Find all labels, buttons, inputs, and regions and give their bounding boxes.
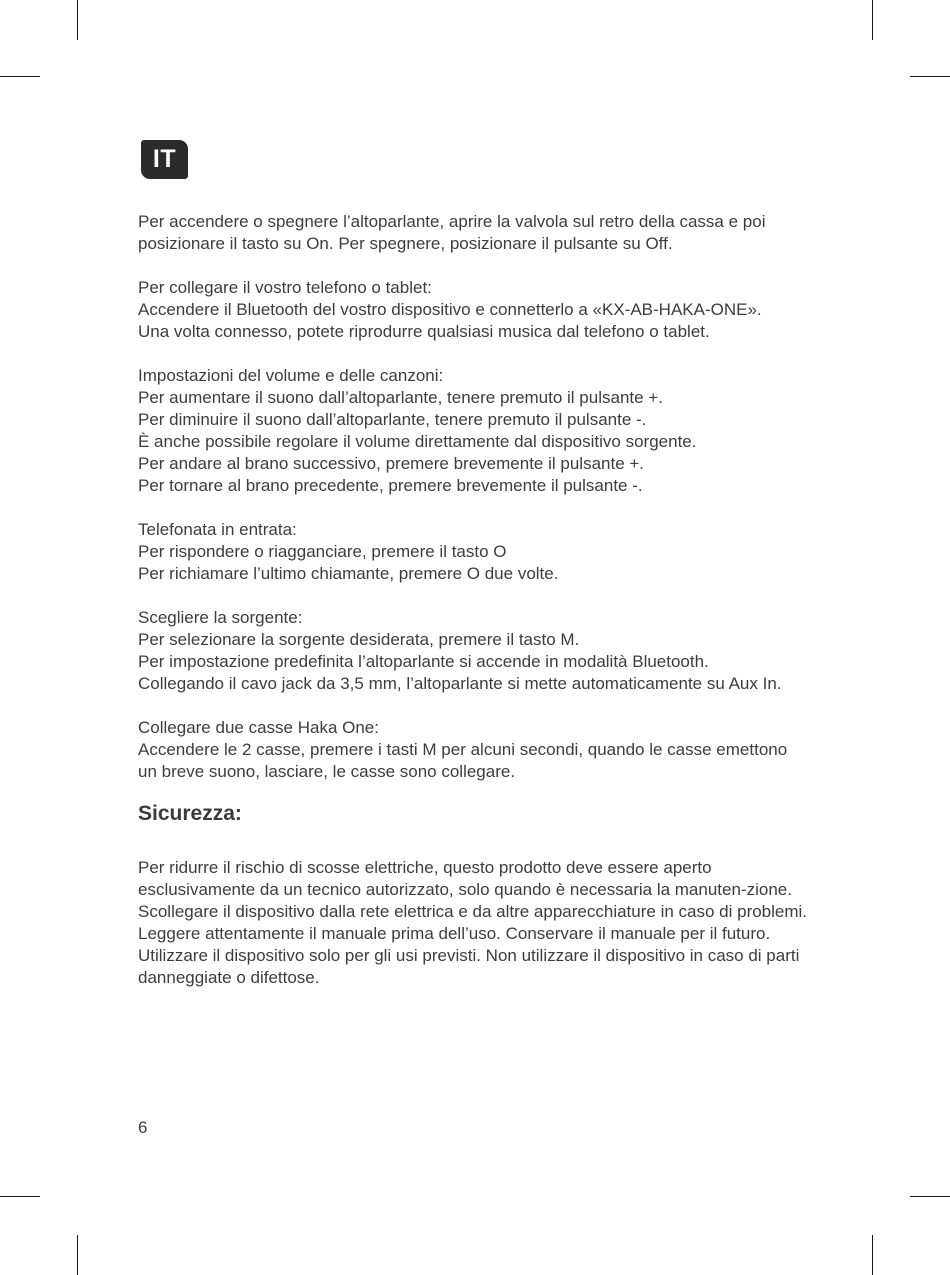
text-line: Scollegare il dispositivo dalla rete elettrica e da altre apparecchiature in caso di problemi. bbox=[138, 902, 808, 921]
safety-instructions bbox=[138, 857, 810, 989]
text-line: Per accendere o spegnere l’altoparlante, aprire la valvola sul retro della cassa e poi posizionare il tasto su On. Per spegnere, posizionare il pulsante su Off. bbox=[138, 212, 766, 253]
crop-mark-top-right-horizontal bbox=[910, 76, 950, 77]
section-title: Per collegare il vostro telefono o tablet: bbox=[138, 278, 432, 297]
section-title: Scegliere la sorgente: bbox=[138, 608, 303, 627]
bluetooth-pairing-instructions bbox=[138, 277, 810, 343]
text-line: Accendere il Bluetooth del vostro dispositivo e connetterlo a «KX-AB-HAKA-ONE». bbox=[138, 300, 762, 319]
text-line: Per aumentare il suono dall’altoparlante, tenere premuto il pulsante +. bbox=[138, 388, 663, 407]
text-line: Utilizzare il dispositivo solo per gli usi previsti. Non utilizzare il dispositivo in caso di parti danneggiate o difettose. bbox=[138, 946, 800, 987]
crop-mark-bottom-right-vertical bbox=[872, 1235, 873, 1275]
text-line: Collegando il cavo jack da 3,5 mm, l’altoparlante si mette automaticamente su Aux In. bbox=[138, 674, 782, 693]
text-line: Per andare al brano successivo, premere brevemente il pulsante +. bbox=[138, 454, 645, 473]
pair-two-speakers-instructions bbox=[138, 717, 810, 783]
text-line: Per impostazione predefinita l’altoparlante si accende in modalità Bluetooth. bbox=[138, 652, 709, 671]
crop-mark-bottom-left-horizontal bbox=[0, 1196, 40, 1197]
volume-instructions bbox=[138, 365, 810, 497]
crop-mark-top-left-vertical bbox=[77, 0, 78, 40]
source-selection-instructions bbox=[138, 607, 810, 695]
section-title: Telefonata in entrata: bbox=[138, 520, 297, 539]
power-instructions bbox=[138, 211, 810, 255]
text-line: Per tornare al brano precedente, premere brevemente il pulsante -. bbox=[138, 476, 643, 495]
crop-mark-top-right-vertical bbox=[872, 0, 873, 40]
crop-mark-bottom-right-horizontal bbox=[910, 1196, 950, 1197]
crop-mark-bottom-left-vertical bbox=[77, 1235, 78, 1275]
language-badge: IT bbox=[141, 140, 188, 179]
text-line: Per rispondere o riagganciare, premere il tasto O bbox=[138, 542, 507, 561]
text-line: È anche possibile regolare il volume direttamente dal dispositivo sorgente. bbox=[138, 432, 697, 451]
text-line: Per diminuire il suono dall’altoparlante, tenere premuto il pulsante -. bbox=[138, 410, 647, 429]
manual-body bbox=[138, 211, 810, 1011]
text-line: Una volta connesso, potete riprodurre qualsiasi musica dal telefono o tablet. bbox=[138, 322, 710, 341]
text-line: Per selezionare la sorgente desiderata, premere il tasto M. bbox=[138, 630, 580, 649]
text-line: Per ridurre il rischio di scosse elettriche, questo prodotto deve essere aperto esclusivamente da un tecnico autorizzato, solo quando è necessaria la manuten-zione. bbox=[138, 858, 792, 899]
section-title: Impostazioni del volume e delle canzoni: bbox=[138, 366, 444, 385]
text-line: Accendere le 2 casse, premere i tasti M per alcuni secondi, quando le casse emettono un breve suono, lasciare, le casse sono collegare. bbox=[138, 740, 788, 781]
text-line: Per richiamare l’ultimo chiamante, premere O due volte. bbox=[138, 564, 559, 583]
section-title: Collegare due casse Haka One: bbox=[138, 718, 379, 737]
incoming-call-instructions bbox=[138, 519, 810, 585]
crop-mark-top-left-horizontal bbox=[0, 76, 40, 77]
safety-heading: Sicurezza: bbox=[138, 802, 242, 825]
page-number: 6 bbox=[138, 1118, 148, 1137]
text-line: Leggere attentamente il manuale prima dell’uso. Conservare il manuale per il futuro. bbox=[138, 924, 771, 943]
